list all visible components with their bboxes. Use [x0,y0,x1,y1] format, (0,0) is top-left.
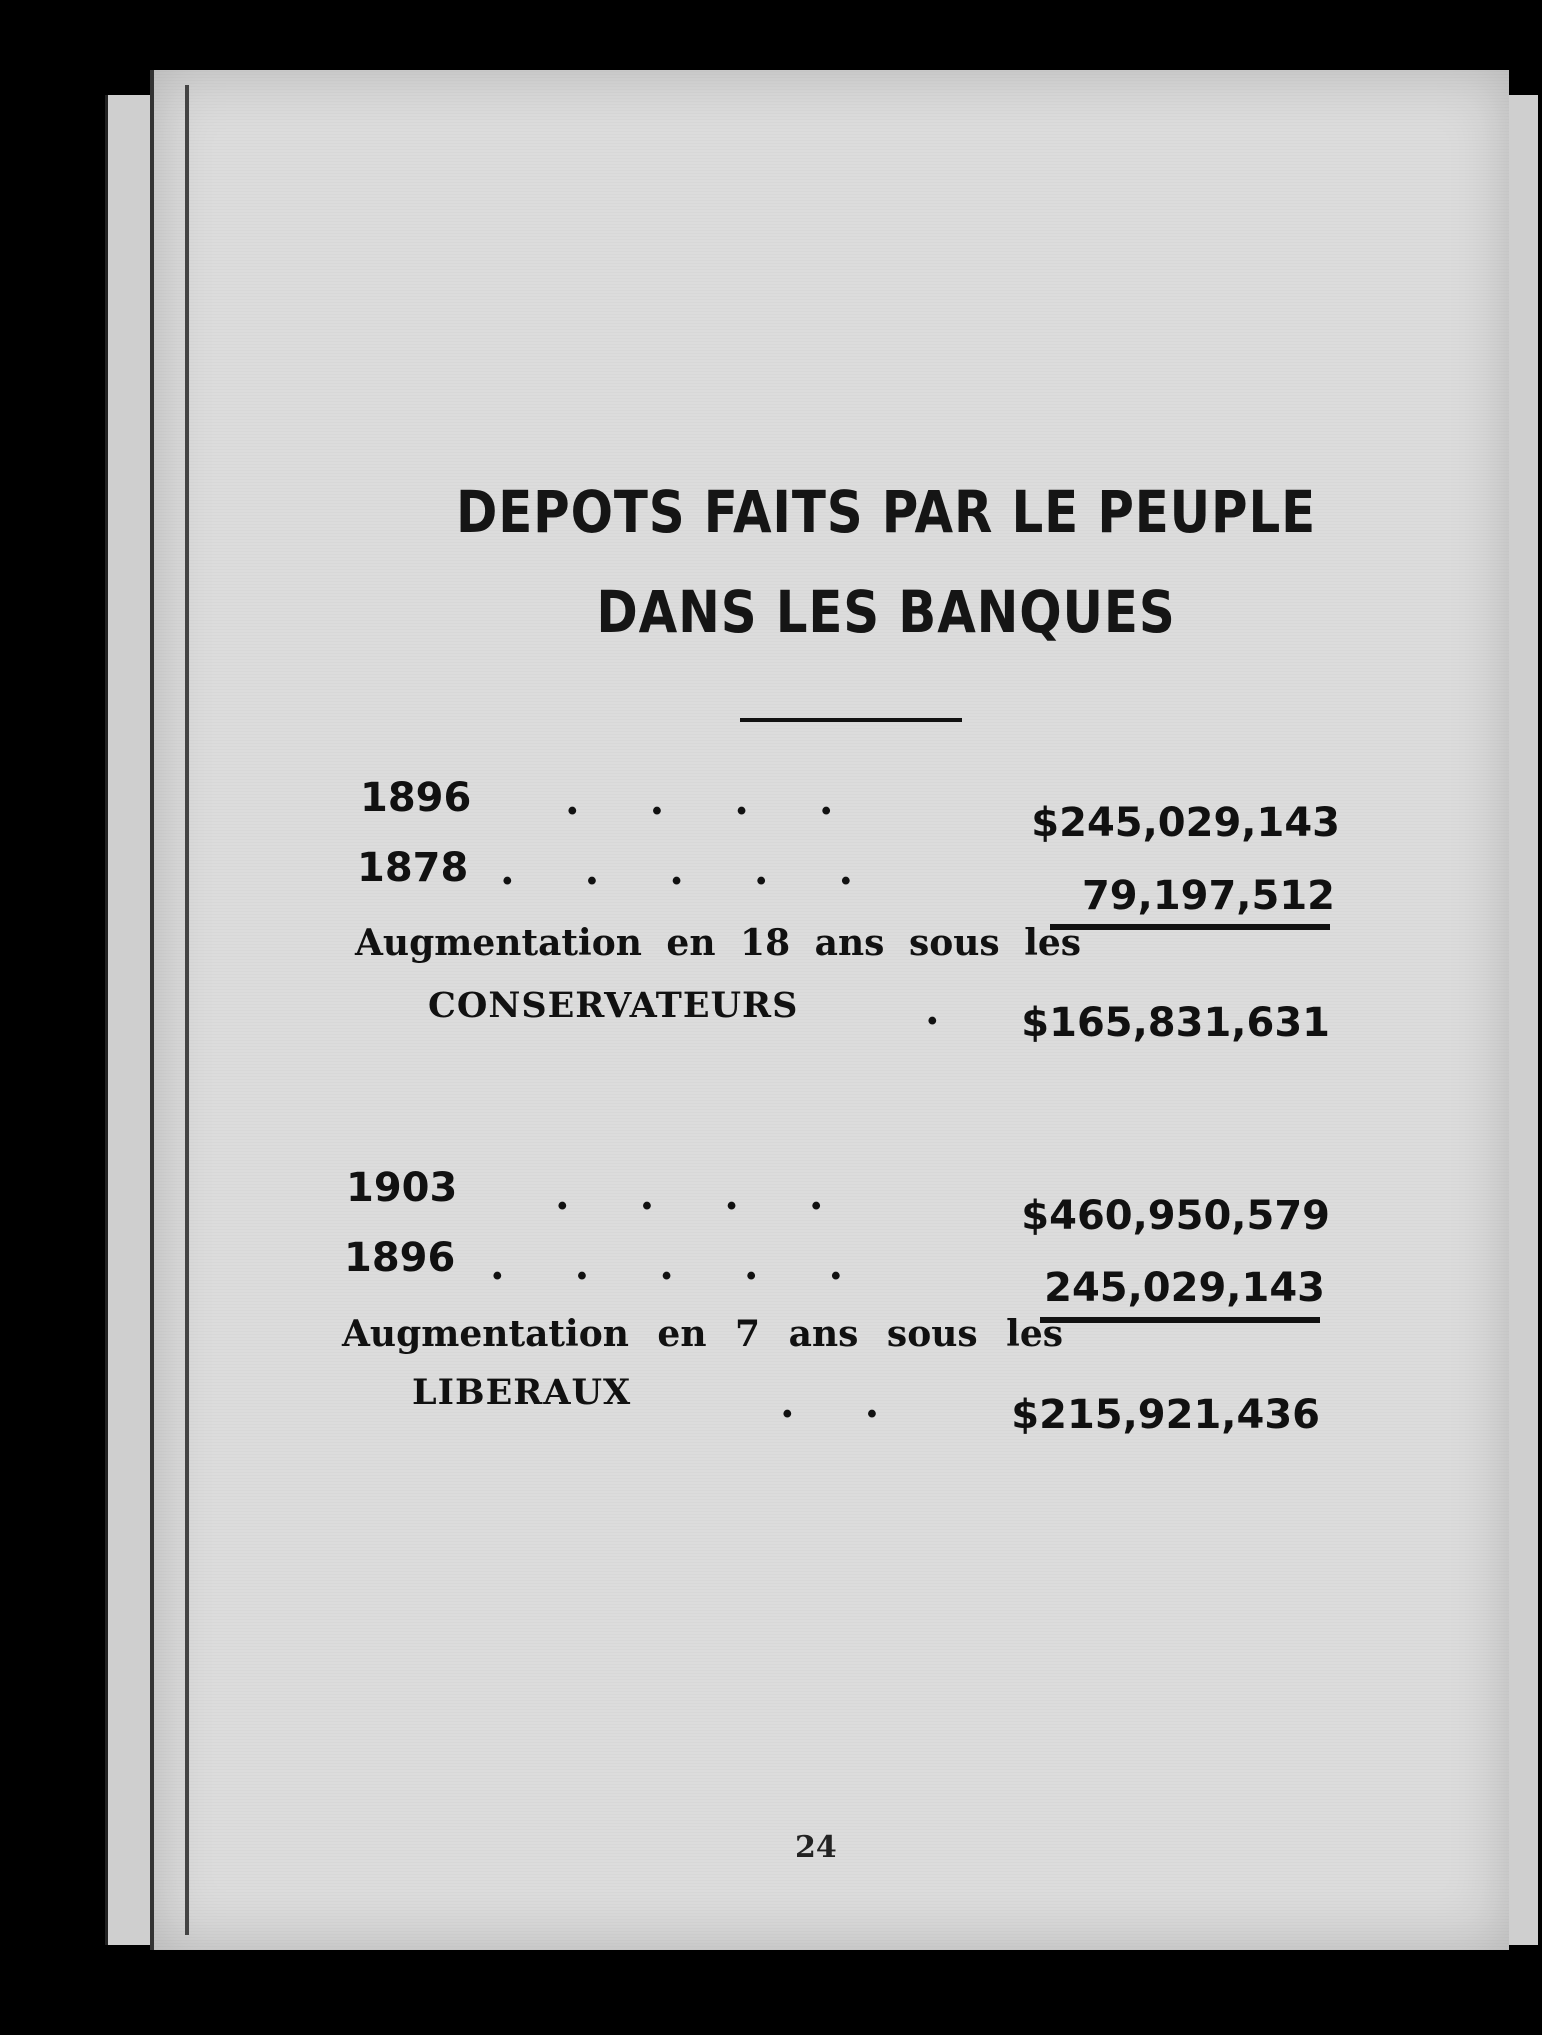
section1-label: Augmentation en 18 ans sous les [355,922,1082,964]
leader-dots: .... [555,1170,894,1219]
section1-amount-1878: 79,197,512 [1081,873,1335,919]
section1-amount-1896: $245,029,143 [1031,800,1340,846]
section1-total: $165,831,631 [1021,1000,1330,1046]
sum-underline [1040,1317,1320,1323]
leader-dots: .... [565,775,904,824]
page-edge-line [185,85,189,1935]
section2-label: Augmentation en 7 ans sous les [342,1313,1064,1355]
title-divider [740,718,962,722]
sum-underline [1050,924,1330,930]
leader-dots: ..... [490,1240,914,1289]
title-line-1: DEPOTS FAITS PAR LE PEUPLE [455,478,1317,546]
section2-total: $215,921,436 [1011,1392,1320,1438]
title-line-2: DANS LES BANQUES [596,578,1176,646]
section2-amount-1903: $460,950,579 [1021,1193,1330,1239]
leader-dots: . [925,985,1010,1034]
section2-year-1896: 1896 [344,1235,456,1281]
leader-dots: .. [780,1378,950,1427]
section1-year-1896: 1896 [360,775,472,821]
section1-party: CONSERVATEURS [428,985,799,1026]
page-number: 24 [795,1830,837,1865]
section2-party: LIBERAUX [412,1372,632,1413]
section1-year-1878: 1878 [357,845,469,891]
leader-dots: ..... [500,845,924,894]
section2-amount-1896: 245,029,143 [1044,1265,1325,1311]
section2-year-1903: 1903 [346,1165,458,1211]
